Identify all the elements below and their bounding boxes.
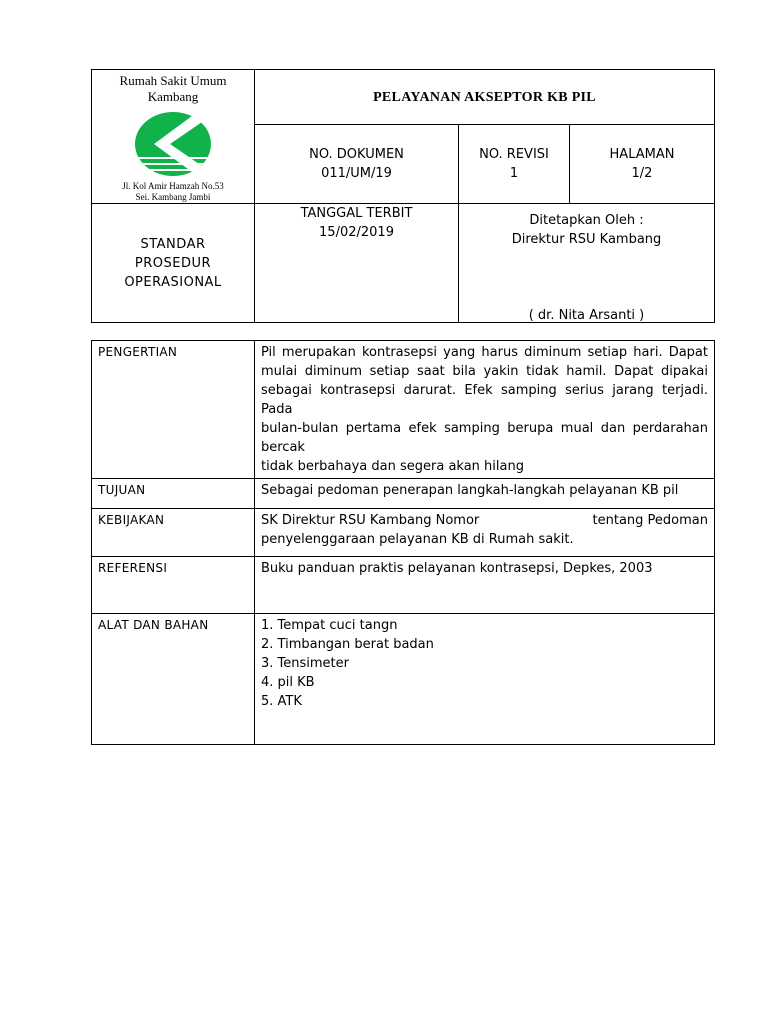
sop-header-table — [91, 69, 715, 323]
doc-number-value: 011/UM/19 — [321, 166, 392, 182]
alat-bahan-label: ALAT DAN BAHAN — [92, 614, 255, 745]
table-row — [92, 557, 715, 614]
hospital-name-line1: Rumah Sakit Umum — [119, 73, 227, 88]
issue-date-label: TANGGAL TERBIT — [300, 206, 413, 221]
page-value: 1/2 — [631, 166, 653, 182]
list-item: 4. pil KB — [261, 675, 315, 690]
approved-by-name: ( dr. Nita Arsanti ) — [528, 308, 645, 323]
kebijakan-line1-left: SK Direktur RSU Kambang Nomor — [261, 513, 480, 528]
doc-number-cell — [255, 125, 459, 204]
table-row — [92, 341, 715, 479]
alat-bahan-list — [255, 614, 715, 745]
kebijakan-label: KEBIJAKAN — [92, 509, 255, 557]
revision-label: NO. REVISI — [479, 147, 549, 163]
page-label: HALAMAN — [609, 147, 675, 163]
address-line1: Jl. Kol Amir Hamzah No.53 — [122, 181, 224, 191]
sop-line1: STANDAR — [140, 236, 206, 252]
table-row — [92, 509, 715, 557]
pengertian-line: Pil merupakan kontrasepsi yang harus diminum setiap hari. Dapat — [261, 345, 708, 360]
approval-cell — [459, 204, 715, 323]
pengertian-line: tidak berbahaya dan segera akan hilang — [261, 459, 524, 474]
sop-type-cell — [92, 204, 255, 323]
tujuan-text: Sebagai pedoman penerapan langkah-langkah pelayanan KB pil — [255, 479, 715, 509]
hospital-identity-cell — [92, 70, 255, 204]
kebijakan-line1-right: tentang Pedoman — [592, 513, 708, 528]
sop-line3: OPERASIONAL — [124, 274, 222, 290]
referensi-label: REFERENSI — [92, 557, 255, 614]
issue-date-value: 15/02/2019 — [319, 225, 394, 240]
doc-number-label: NO. DOKUMEN — [309, 147, 404, 163]
revision-value: 1 — [509, 166, 519, 182]
list-item: 3. Tensimeter — [261, 656, 349, 671]
table-row — [92, 479, 715, 509]
approved-by-label: Ditetapkan Oleh : — [529, 213, 644, 228]
pengertian-text — [255, 341, 715, 479]
pengertian-line: bulan-bulan pertama efek samping berupa mual dan perdarahan bercak — [261, 421, 708, 455]
table-row — [92, 614, 715, 745]
revision-cell — [459, 125, 570, 204]
list-item: 1. Tempat cuci tangn — [261, 618, 398, 633]
approved-by-title: Direktur RSU Kambang — [511, 232, 662, 247]
kebijakan-text — [255, 509, 715, 557]
address-line2: Sei. Kambang Jambi — [135, 192, 211, 202]
pengertian-line: sebagai kontrasepsi darurat. Efek samping serius jarang terjadi. Pada — [261, 383, 708, 417]
tujuan-label: TUJUAN — [92, 479, 255, 509]
document-title: PELAYANAN AKSEPTOR KB PIL — [373, 90, 596, 106]
sop-content-table — [91, 340, 715, 745]
list-item: 2. Timbangan berat badan — [261, 637, 434, 652]
pengertian-line: mulai diminum setiap saat bila yakin tidak hamil. Dapat dipakai — [261, 364, 708, 379]
sop-line2: PROSEDUR — [134, 255, 212, 271]
kebijakan-line2: penyelenggaraan pelayanan KB di Rumah sakit. — [261, 532, 574, 547]
document-title-cell — [255, 70, 715, 125]
referensi-text: Buku panduan praktis pelayanan kontrasepsi, Depkes, 2003 — [255, 557, 715, 614]
page-cell — [570, 125, 715, 204]
list-item: 5. ATK — [261, 694, 302, 709]
pengertian-label: PENGERTIAN — [92, 341, 255, 479]
issue-date-cell — [255, 204, 459, 323]
kebijakan-line1 — [261, 511, 708, 530]
rsu-kambang-logo-icon — [134, 111, 212, 177]
hospital-name-line2: Kambang — [147, 89, 199, 104]
